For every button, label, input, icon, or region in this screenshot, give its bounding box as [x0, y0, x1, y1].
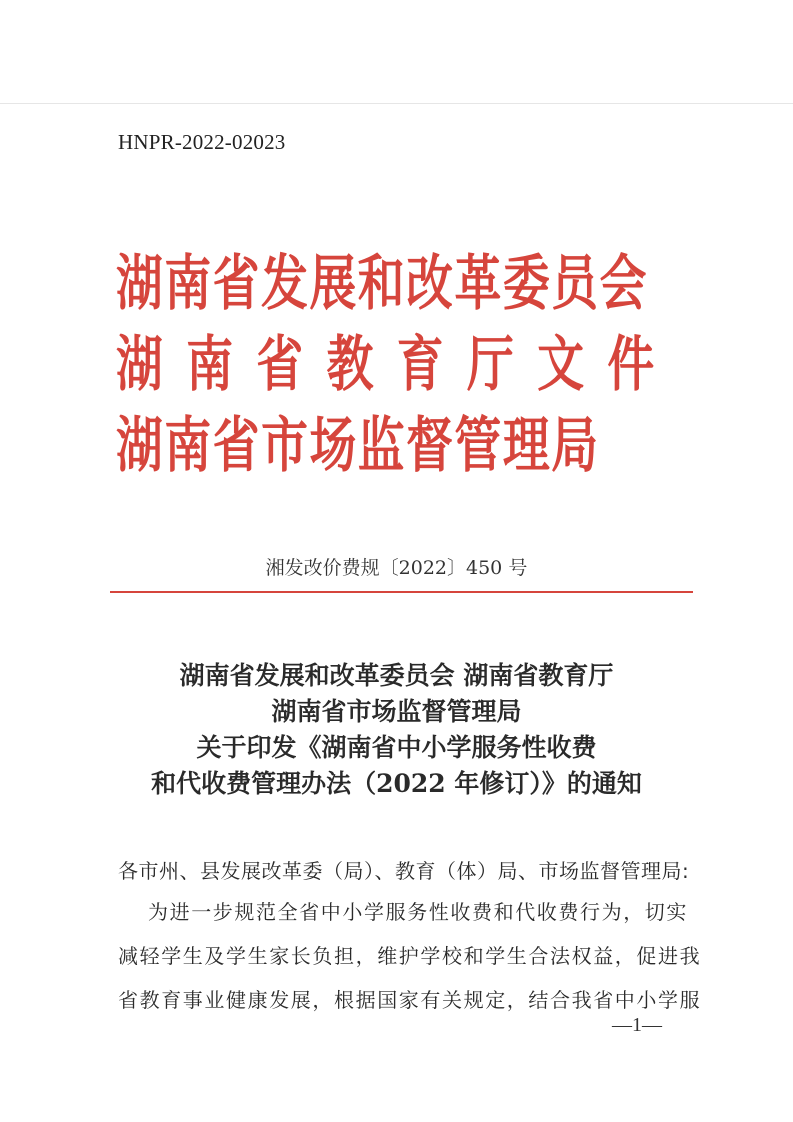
body-line: 省教育事业健康发展，根据国家有关规定，结合我省中小学服	[118, 988, 702, 1012]
title-line: 湖南省发展和改革委员会 湖南省教育厅	[179, 661, 614, 690]
page-number: —1—	[612, 1014, 662, 1036]
red-divider	[110, 591, 693, 593]
document-title	[0, 658, 793, 802]
body-line: 为进一步规范全省中小学服务性收费和代收费行为，切实	[148, 900, 688, 924]
scan-edge-line	[0, 103, 793, 104]
body-line: 减轻学生及学生家长负担，维护学校和学生合法权益，促进我	[118, 944, 702, 968]
document-code: HNPR-2022-02023	[118, 130, 286, 154]
title-line: 和代收费管理办法（2022 年修订）》的通知	[151, 769, 642, 798]
issuer-line-market-supervision: 湖南省市场监督管理局	[116, 411, 600, 481]
issuer-line-education: 湖南省教育厅文件	[116, 330, 678, 400]
salutation: 各市州、县发展改革委（局）、教育（体）局、市场监督管理局:	[118, 859, 690, 883]
title-line: 关于印发《湖南省中小学服务性收费	[196, 733, 597, 762]
body-paragraph	[118, 897, 708, 1029]
title-line: 湖南省市场监督管理局	[271, 697, 522, 726]
issuer-line-drc: 湖南省发展和改革委员会	[116, 249, 648, 319]
document-number: 湘发改价费规〔2022〕450 号	[265, 557, 528, 579]
